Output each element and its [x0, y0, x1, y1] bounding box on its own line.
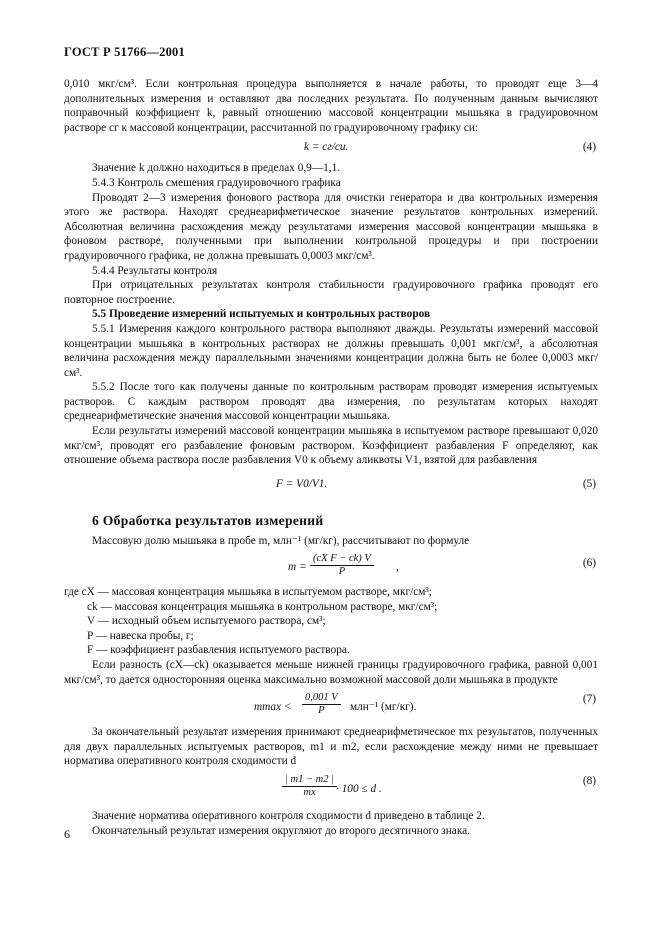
- formula-5-number: (5): [582, 477, 596, 490]
- paragraph: 0,010 мкг/см³. Если контрольная процедура выполняется в начале работы, то проводят еще 3—4 дополнительных измерения и оставляют два последних результата. По полученным данным вычисляют поправочный коэффициент k, равный отношению массовой концентрации мышьяка в градуировочном растворе cг к массовой концентрации, рассчитанной по градуировочному графику cи:: [64, 78, 598, 134]
- definition: F — коэффициент разбавления испытуемого раствора.: [87, 644, 350, 657]
- subsection-heading: 5.4.4 Результаты контроля: [92, 264, 218, 277]
- paragraph: Значение k должно находиться в пределах 0,9—1,1.: [92, 162, 341, 175]
- formula-8-denominator: mx: [303, 786, 316, 798]
- formula-6-number: (6): [582, 557, 596, 570]
- document-header: ГОСТ Р 51766—2001: [64, 45, 185, 59]
- document-body: [64, 77, 598, 838]
- formula-8-numerator: | m1 − m2 |: [282, 774, 337, 787]
- formula-4-number: (4): [582, 141, 596, 154]
- formula-7-left: mmax <: [254, 701, 292, 714]
- formula-5: [64, 470, 598, 498]
- definition: ck — массовая концентрация мышьяка в контрольном растворе, мкг/см³;: [87, 600, 438, 613]
- paragraph: Если разность (cX—ck) оказывается меньше нижней границы градуировочного графика, равной 0,001 мкг/см³, то дается односторонняя оценка максимально возможной массовой доли мышьяка в продукте: [64, 659, 598, 686]
- formula-6-left: m =: [288, 561, 307, 574]
- formula-7: [64, 689, 598, 723]
- formula-6-fraction: [310, 553, 374, 578]
- paragraph: Значение норматива оперативного контроля сходимости d приведено в таблице 2.: [92, 809, 485, 822]
- paragraph: Окончательный результат измерения округляют до второго десятичного знака.: [92, 824, 470, 837]
- paragraph: За окончательный результат измерения принимают среднеарифметическое mx результатов, полученных для двух параллельных испытуемых растворов, m1 и m2, если расхождение между ними не превышает норматива оперативного контроля сходимости d: [64, 726, 598, 768]
- formula-8: [64, 771, 598, 807]
- formula-7-tail: млн⁻¹ (мг/кг).: [350, 701, 417, 714]
- formula-7-numerator: 0,001 V: [302, 692, 341, 705]
- page-number: 6: [64, 827, 70, 841]
- section-heading-5-5: 5.5 Проведение измерений испытуемых и контрольных растворов: [92, 308, 431, 321]
- formula-8-tail: · 100 ≤ d .: [336, 782, 382, 795]
- definition: V — исходный объем испытуемого раствора, см³;: [87, 615, 326, 628]
- formula-7-fraction: [302, 692, 341, 717]
- formula-4: [64, 137, 598, 159]
- paragraph: При отрицательных результатах контроля стабильности градуировочного графика проводят его повторное построение.: [64, 279, 598, 306]
- paragraph: Если результаты измерений массовой концентрации мышьяка в испытуемом растворе превышают 0,020 мкг/см³, проводят его разбавление фоновым раствором. Коэффициент разбавления F определяют, как отношение объема раствора после разбавления V0 к объему аликвоты V1, взятой для разбавления: [64, 425, 598, 467]
- paragraph: Проводят 2—3 измерения фонового раствора для очистки генератора и два контрольных измерения этого же раствора. Находят среднеарифметическое значение результатов контрольных измерений. Абсолютная величина расхождения между результатами измерения массовой концентрации мышьяка в фоновом растворе, полученными при выполнении контрольной процедуры и при построении градуировочного графика, не должна превышать 0,0003 мкг/см³.: [64, 191, 598, 262]
- formula-4-expression: k = cг/cи.: [304, 141, 349, 154]
- paragraph: 5.5.2 После того как получены данные по контрольным растворам проводят измерения испытуемых растворов. С каждым раствором проводят два измерения, по результатам которых находят среднеарифметические значения массовой концентрации мышьяка.: [64, 381, 598, 423]
- definition: где cX — массовая концентрация мышьяка в испытуемом растворе, мкг/см³;: [64, 586, 432, 599]
- paragraph: Массовую долю мышьяка в пробе m, млн⁻¹ (мг/кг), рассчитывают по формуле: [92, 535, 470, 548]
- formula-5-expression: F = V0/V1.: [276, 477, 328, 490]
- formula-8-number: (8): [582, 774, 596, 787]
- formula-6-numerator: (cX F − ck) V: [310, 553, 374, 566]
- formula-6: [64, 551, 598, 583]
- paragraph: 5.5.1 Измерения каждого контрольного раствора выполняют дважды. Результаты измерений массовой концентрации мышьяка в контрольных растворах не должны превышать 0,001 мкг/см³, а абсолютная величина расхождения между параллельными значениями концентрации должна быть не более 0,0003 мкг/см³.: [64, 322, 598, 379]
- formula-7-number: (7): [582, 693, 596, 706]
- formula-6-denominator: P: [338, 566, 346, 578]
- definition: P — навеска пробы, г;: [87, 629, 194, 642]
- subsection-heading: 5.4.3 Контроль смешения градуировочного графика: [92, 176, 341, 189]
- formula-7-denominator: P: [318, 705, 325, 717]
- formula-6-tail: ,: [396, 561, 399, 574]
- section-heading-6: 6 Обработка результатов измерений: [92, 512, 324, 528]
- formula-8-fraction: [282, 774, 337, 799]
